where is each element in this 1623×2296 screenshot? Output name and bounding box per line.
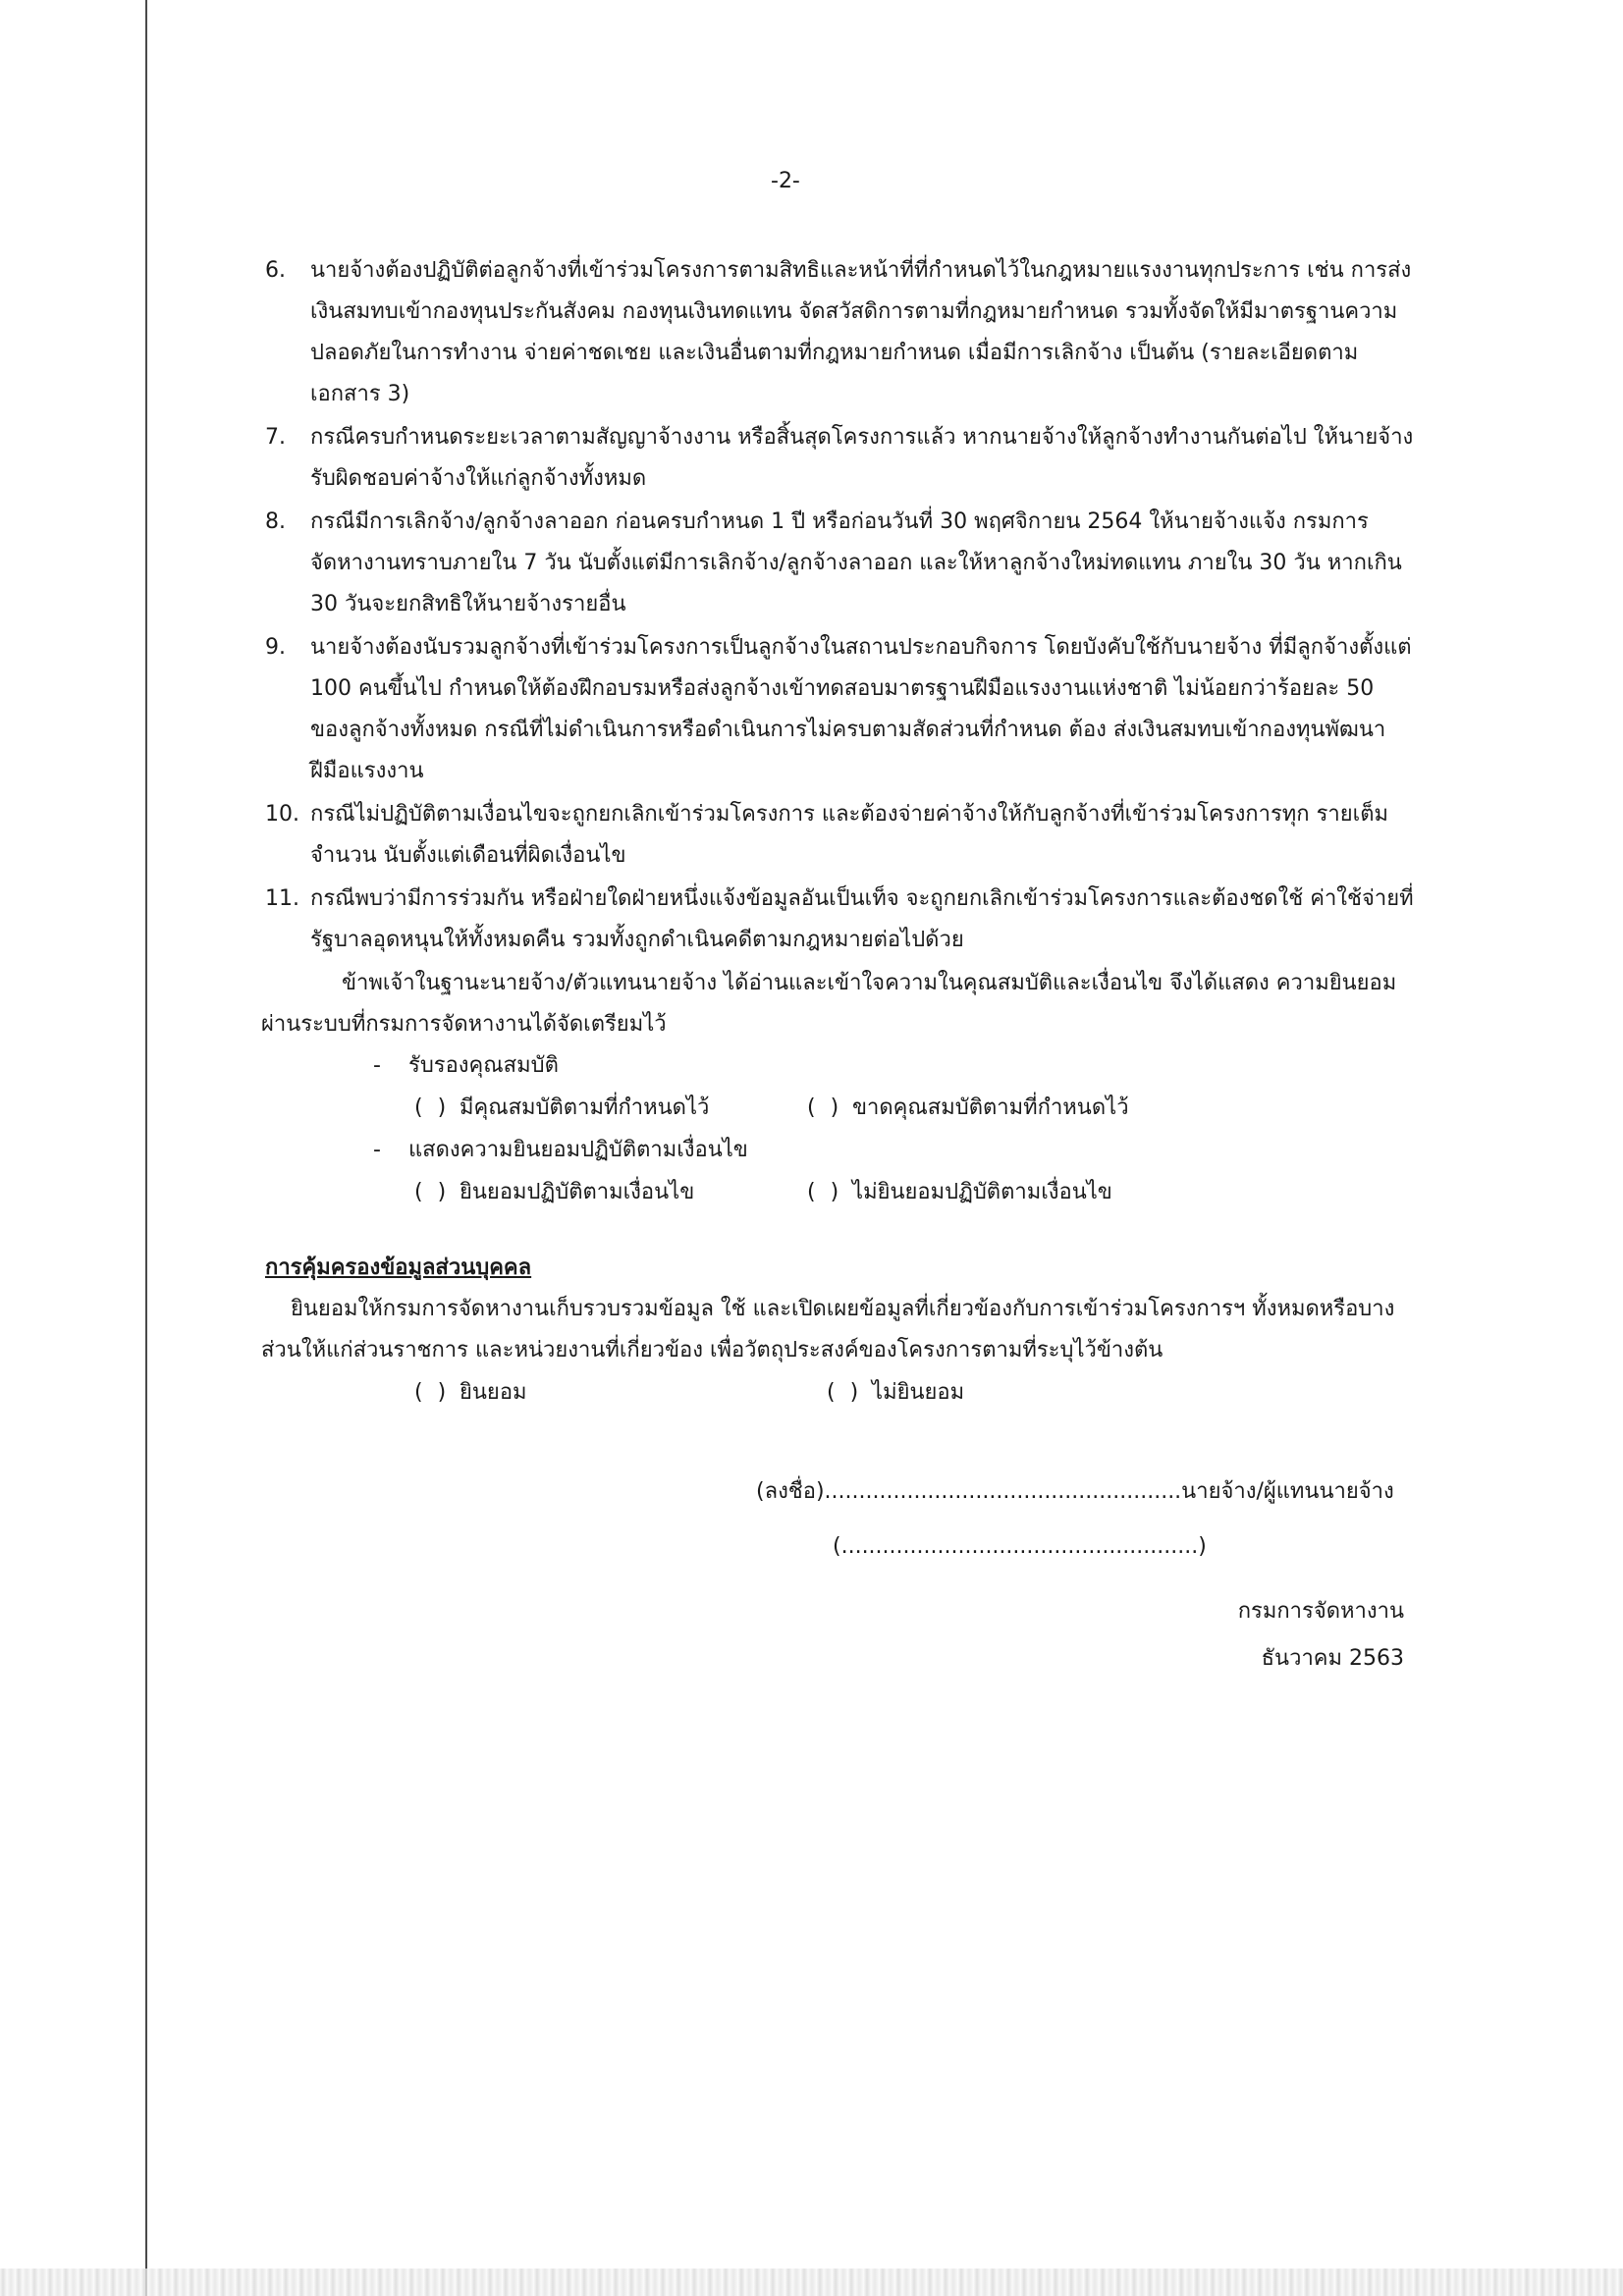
item-number: 7. [265,425,286,450]
option-label: ยินยอม [460,1380,527,1405]
condition-item-10 [265,794,1414,877]
checkbox-blank[interactable]: ( ) [807,1180,843,1204]
page-margin-line [145,0,147,2296]
condition-item-7 [265,417,1414,500]
condition-item-8 [265,502,1414,625]
checkbox-blank[interactable]: ( ) [414,1095,451,1120]
checkbox-blank[interactable]: ( ) [827,1380,863,1405]
privacy-yes-option[interactable] [414,1371,827,1415]
dash-bullet: - [373,1053,381,1078]
checkbox-blank[interactable]: ( ) [414,1380,451,1405]
condition-item-9 [265,627,1414,792]
item-text: กรณีครบกำหนดระยะเวลาตามสัญญาจ้างงาน หรือสิ้นสุดโครงการแล้ว หากนายจ้างให้ลูกจ้างทำงานกันต่อไป ให้นายจ้างรับผิดชอบค่าจ้างให้แก่ลูกจ้างทั้งหมด [310,425,1414,491]
condition-item-11 [265,879,1414,961]
signature-line[interactable]: (ลงชื่อ)....................................................นายจ้าง/ผู้แทนนายจ้าง [756,1479,1394,1504]
item-text: กรณีมีการเลิกจ้าง/ลูกจ้างลาออก ก่อนครบกำหนด 1 ปี หรือก่อนวันที่ 30 พฤศจิกายน 2564 ให้นายจ้างแจ้ง กรมการจัดหางานทราบภายใน 7 วัน นับตั้งแต่มีการเลิกจ้าง/ลูกจ้างลาออก และให้หาลูกจ้างใหม่ทดแทน ภายใน 30 วัน หากเกิน 30 วันจะยกสิทธิให้นายจ้างรายอื่น [310,509,1402,616]
privacy-options [265,1371,1414,1415]
item-text: นายจ้างต้องนับรวมลูกจ้างที่เข้าร่วมโครงการเป็นลูกจ้างในสถานประกอบกิจการ โดยบังคับใช้กับนายจ้าง ที่มีลูกจ้างตั้งแต่ 100 คนขึ้นไป กำหนดให้ต้องฝึกอบรมหรือส่งลูกจ้างเข้าทดสอบมาตรฐานฝีมือแรงงานแห่งชาติ ไม่น้อยกว่าร้อยละ 50 ของลูกจ้างทั้งหมด กรณีที่ไม่ดำเนินการหรือดำเนินการไม่ครบตามสัดส่วนที่กำหนด ต้อง ส่งเงินสมทบเข้ากองทุนพัฒนาฝีมือแรงงาน [310,635,1412,783]
conditions-label: แสดงความยินยอมปฏิบัติตามเงื่อนไข [408,1138,748,1162]
checkbox-blank[interactable]: ( ) [807,1095,843,1120]
condition-item-6 [265,250,1414,415]
privacy-no-option[interactable] [827,1371,964,1415]
privacy-heading: การคุ้มครองข้อมูลส่วนบุคคล [265,1255,532,1280]
item-number: 11. [265,886,299,911]
declaration-paragraph: ข้าพเจ้าในฐานะนายจ้าง/ตัวแทนนายจ้าง ได้อ่านและเข้าใจความในคุณสมบัติและเงื่อนไข จึงได้แสดง ความยินยอมผ่านระบบที่กรมการจัดหางานได้จัดเตรียมไว้ [261,971,1397,1037]
option-label: มีคุณสมบัติตามที่กำหนดไว้ [460,1095,710,1120]
item-text: นายจ้างต้องปฏิบัติต่อลูกจ้างที่เข้าร่วมโครงการตามสิทธิและหน้าที่ที่กำหนดไว้ในกฎหมายแรงงานทุกประการ เช่น การส่งเงินสมทบเข้ากองทุนประกันสังคม กองทุนเงินทดแทน จัดสวัสดิการตามที่กฎหมายกำหนด รวมทั้งจัดให้มีมาตรฐานความปลอดภัยในการทำงาน จ่ายค่าชดเชย และเงินอื่นตามที่กฎหมายกำหนด เมื่อมีการเลิกจ้าง เป็นต้น (รายละเอียดตามเอกสาร 3) [310,258,1412,406]
qualification-yes-option[interactable] [414,1087,807,1130]
scan-artifact-strip [0,2269,1623,2296]
qualification-no-option[interactable] [807,1087,1151,1130]
item-number: 8. [265,509,286,534]
option-label: ยินยอมปฏิบัติตามเงื่อนไข [460,1180,695,1204]
item-text: กรณีพบว่ามีการร่วมกัน หรือฝ่ายใดฝ่ายหนึ่งแจ้งข้อมูลอันเป็นเท็จ จะถูกยกเลิกเข้าร่วมโครงการและต้องชดใช้ ค่าใช้จ่ายที่รัฐบาลอุดหนุนให้ทั้งหมดคืน รวมทั้งถูกดำเนินคดีตามกฎหมายต่อไปด้วย [310,886,1414,952]
option-label: ไม่ยินยอม [872,1380,965,1405]
option-label: ขาดคุณสมบัติตามที่กำหนดไว้ [852,1095,1129,1120]
page-number: -2- [771,169,800,193]
document-body [261,250,1414,1415]
conditions-no-option[interactable] [807,1171,1151,1214]
checkbox-blank[interactable]: ( ) [414,1180,451,1204]
qualification-options [265,1087,1414,1130]
item-number: 6. [265,258,286,283]
item-text: กรณีไม่ปฏิบัติตามเงื่อนไขจะถูกยกเลิกเข้าร่วมโครงการ และต้องจ่ายค่าจ้างให้กับลูกจ้างที่เข้าร่วมโครงการทุก รายเต็มจำนวน นับตั้งแต่เดือนที่ผิดเงื่อนไข [310,802,1388,868]
conditions-options [265,1171,1414,1214]
item-number: 9. [265,635,286,660]
signer-name-line[interactable]: (....................................................) [833,1534,1207,1559]
issuer-block [1188,1588,1404,1682]
dash-bullet: - [373,1138,381,1162]
qualification-heading [265,1045,1414,1087]
signature-block [756,1465,1394,1575]
issue-date: ธันวาคม 2563 [1261,1646,1404,1671]
department-name: กรมการจัดหางาน [1237,1599,1404,1624]
item-number: 10. [265,802,299,827]
conditions-heading [265,1130,1414,1171]
privacy-paragraph: ยินยอมให้กรมการจัดหางานเก็บรวบรวมข้อมูล ใช้ และเปิดเผยข้อมูลที่เกี่ยวข้องกับการเข้าร่วมโครงการฯ ทั้งหมดหรือบางส่วนให้แก่ส่วนราชการ และหน่วยงานที่เกี่ยวข้อง เพื่อวัตถุประสงค์ของโครงการตามที่ระบุไว้ข้างต้น [261,1297,1395,1362]
qualification-label: รับรองคุณสมบัติ [408,1053,559,1078]
conditions-yes-option[interactable] [414,1171,807,1214]
option-label: ไม่ยินยอมปฏิบัติตามเงื่อนไข [852,1180,1112,1204]
